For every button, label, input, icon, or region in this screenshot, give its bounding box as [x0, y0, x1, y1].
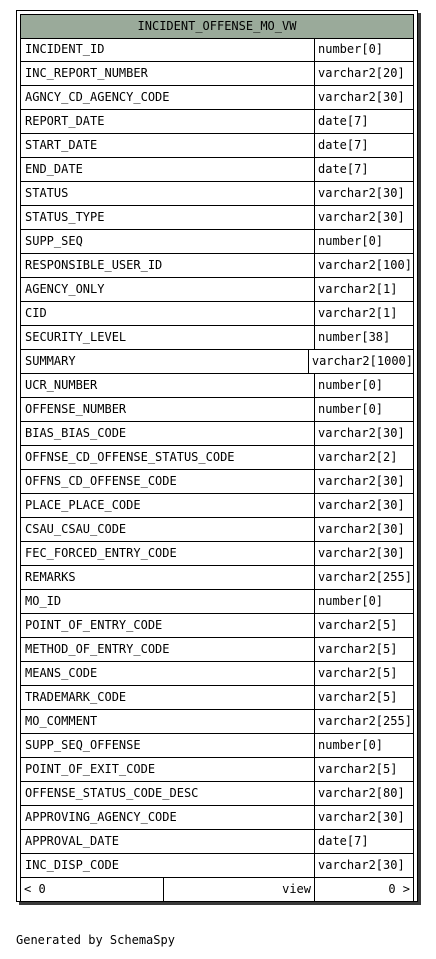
column-type: varchar2[30]	[318, 522, 405, 536]
column-name: MO_COMMENT	[21, 710, 315, 733]
column-row	[20, 86, 414, 110]
table-footer	[20, 878, 414, 902]
column-row	[20, 374, 414, 398]
column-name: SECURITY_LEVEL	[21, 326, 315, 349]
column-type: varchar2[80]	[318, 786, 405, 800]
column-name: START_DATE	[21, 134, 315, 157]
column-row	[20, 494, 414, 518]
column-row	[20, 782, 414, 806]
column-name: SUPP_SEQ_OFFENSE	[21, 734, 315, 757]
column-type: varchar2[30]	[318, 546, 405, 560]
column-type: varchar2[30]	[318, 810, 405, 824]
column-row	[20, 254, 414, 278]
column-type: varchar2[5]	[318, 690, 398, 704]
column-name: CID	[21, 302, 315, 325]
child-count: 0 >	[388, 882, 410, 896]
column-name: INCIDENT_ID	[21, 38, 315, 61]
column-name: PLACE_PLACE_CODE	[21, 494, 315, 517]
column-name: SUPP_SEQ	[21, 230, 315, 253]
column-name: UCR_NUMBER	[21, 374, 315, 397]
column-type: number[0]	[318, 378, 384, 392]
column-name: RESPONSIBLE_USER_ID	[21, 254, 315, 277]
column-row	[20, 806, 414, 830]
column-name: REMARKS	[21, 566, 315, 589]
column-name: INC_DISP_CODE	[21, 854, 315, 877]
column-type: varchar2[255]	[318, 714, 412, 728]
column-row	[20, 686, 414, 710]
column-row	[20, 710, 414, 734]
column-row	[20, 182, 414, 206]
column-row	[20, 470, 414, 494]
column-type: number[0]	[318, 234, 384, 248]
column-type: varchar2[30]	[318, 186, 405, 200]
column-name: MO_ID	[21, 590, 315, 613]
column-row	[20, 398, 414, 422]
column-row	[20, 38, 414, 62]
parent-count: < 0	[21, 878, 164, 901]
column-type: varchar2[20]	[318, 66, 405, 80]
table-kind: view	[164, 878, 315, 901]
column-type: varchar2[5]	[318, 618, 398, 632]
column-name: STATUS_TYPE	[21, 206, 315, 229]
column-row	[20, 638, 414, 662]
column-row	[20, 446, 414, 470]
column-type: varchar2[2]	[318, 450, 398, 464]
column-type: varchar2[5]	[318, 666, 398, 680]
column-type: date[7]	[318, 162, 369, 176]
column-type: varchar2[30]	[318, 210, 405, 224]
column-name: OFFNSE_CD_OFFENSE_STATUS_CODE	[21, 446, 315, 469]
column-name: CSAU_CSAU_CODE	[21, 518, 315, 541]
column-name: POINT_OF_ENTRY_CODE	[21, 614, 315, 637]
column-type: varchar2[1]	[318, 306, 398, 320]
column-type: varchar2[30]	[318, 90, 405, 104]
column-row	[20, 326, 414, 350]
column-name: END_DATE	[21, 158, 315, 181]
column-type: varchar2[100]	[318, 258, 412, 272]
column-row	[20, 62, 414, 86]
column-type: number[38]	[318, 330, 391, 344]
column-row	[20, 206, 414, 230]
column-name: REPORT_DATE	[21, 110, 315, 133]
column-row	[20, 590, 414, 614]
column-name: MEANS_CODE	[21, 662, 315, 685]
column-row	[20, 134, 414, 158]
column-type: varchar2[1000]	[311, 354, 413, 368]
column-type: varchar2[30]	[318, 426, 405, 440]
column-name: METHOD_OF_ENTRY_CODE	[21, 638, 315, 661]
column-name: OFFENSE_NUMBER	[21, 398, 315, 421]
column-type: varchar2[255]	[318, 570, 412, 584]
column-name: INC_REPORT_NUMBER	[21, 62, 315, 85]
column-row	[20, 110, 414, 134]
column-name: OFFENSE_STATUS_CODE_DESC	[21, 782, 315, 805]
column-type: varchar2[5]	[318, 642, 398, 656]
column-type: varchar2[30]	[318, 498, 405, 512]
column-row	[20, 158, 414, 182]
column-type: date[7]	[318, 138, 369, 152]
column-name: AGENCY_ONLY	[21, 278, 315, 301]
column-type: varchar2[1]	[318, 282, 398, 296]
column-name: AGNCY_CD_AGENCY_CODE	[21, 86, 315, 109]
column-type: number[0]	[318, 594, 384, 608]
column-row	[20, 758, 414, 782]
column-row	[20, 302, 414, 326]
column-name: TRADEMARK_CODE	[21, 686, 315, 709]
column-row	[20, 662, 414, 686]
column-type: number[0]	[318, 42, 384, 56]
column-name: STATUS	[21, 182, 315, 205]
generated-by-caption: Generated by SchemaSpy	[16, 933, 175, 947]
column-row	[20, 542, 414, 566]
column-name: SUMMARY	[21, 350, 309, 373]
column-row	[20, 734, 414, 758]
table-node	[16, 10, 418, 902]
column-list	[20, 38, 414, 902]
column-row	[20, 854, 414, 878]
column-type: varchar2[5]	[318, 762, 398, 776]
table-title: INCIDENT_OFFENSE_MO_VW	[20, 14, 414, 39]
column-name: FEC_FORCED_ENTRY_CODE	[21, 542, 315, 565]
column-name: APPROVING_AGENCY_CODE	[21, 806, 315, 829]
column-row	[20, 830, 414, 854]
column-row	[20, 614, 414, 638]
column-type: varchar2[30]	[318, 474, 405, 488]
column-name: APPROVAL_DATE	[21, 830, 315, 853]
column-row	[20, 566, 414, 590]
column-name: POINT_OF_EXIT_CODE	[21, 758, 315, 781]
column-type: date[7]	[318, 834, 369, 848]
column-row	[20, 518, 414, 542]
column-type: number[0]	[318, 738, 384, 752]
column-row	[20, 350, 414, 374]
column-row	[20, 278, 414, 302]
column-name: BIAS_BIAS_CODE	[21, 422, 315, 445]
column-name: OFFNS_CD_OFFENSE_CODE	[21, 470, 315, 493]
column-row	[20, 422, 414, 446]
column-type: number[0]	[318, 402, 384, 416]
column-type: varchar2[30]	[318, 858, 405, 872]
column-type: date[7]	[318, 114, 369, 128]
column-row	[20, 230, 414, 254]
